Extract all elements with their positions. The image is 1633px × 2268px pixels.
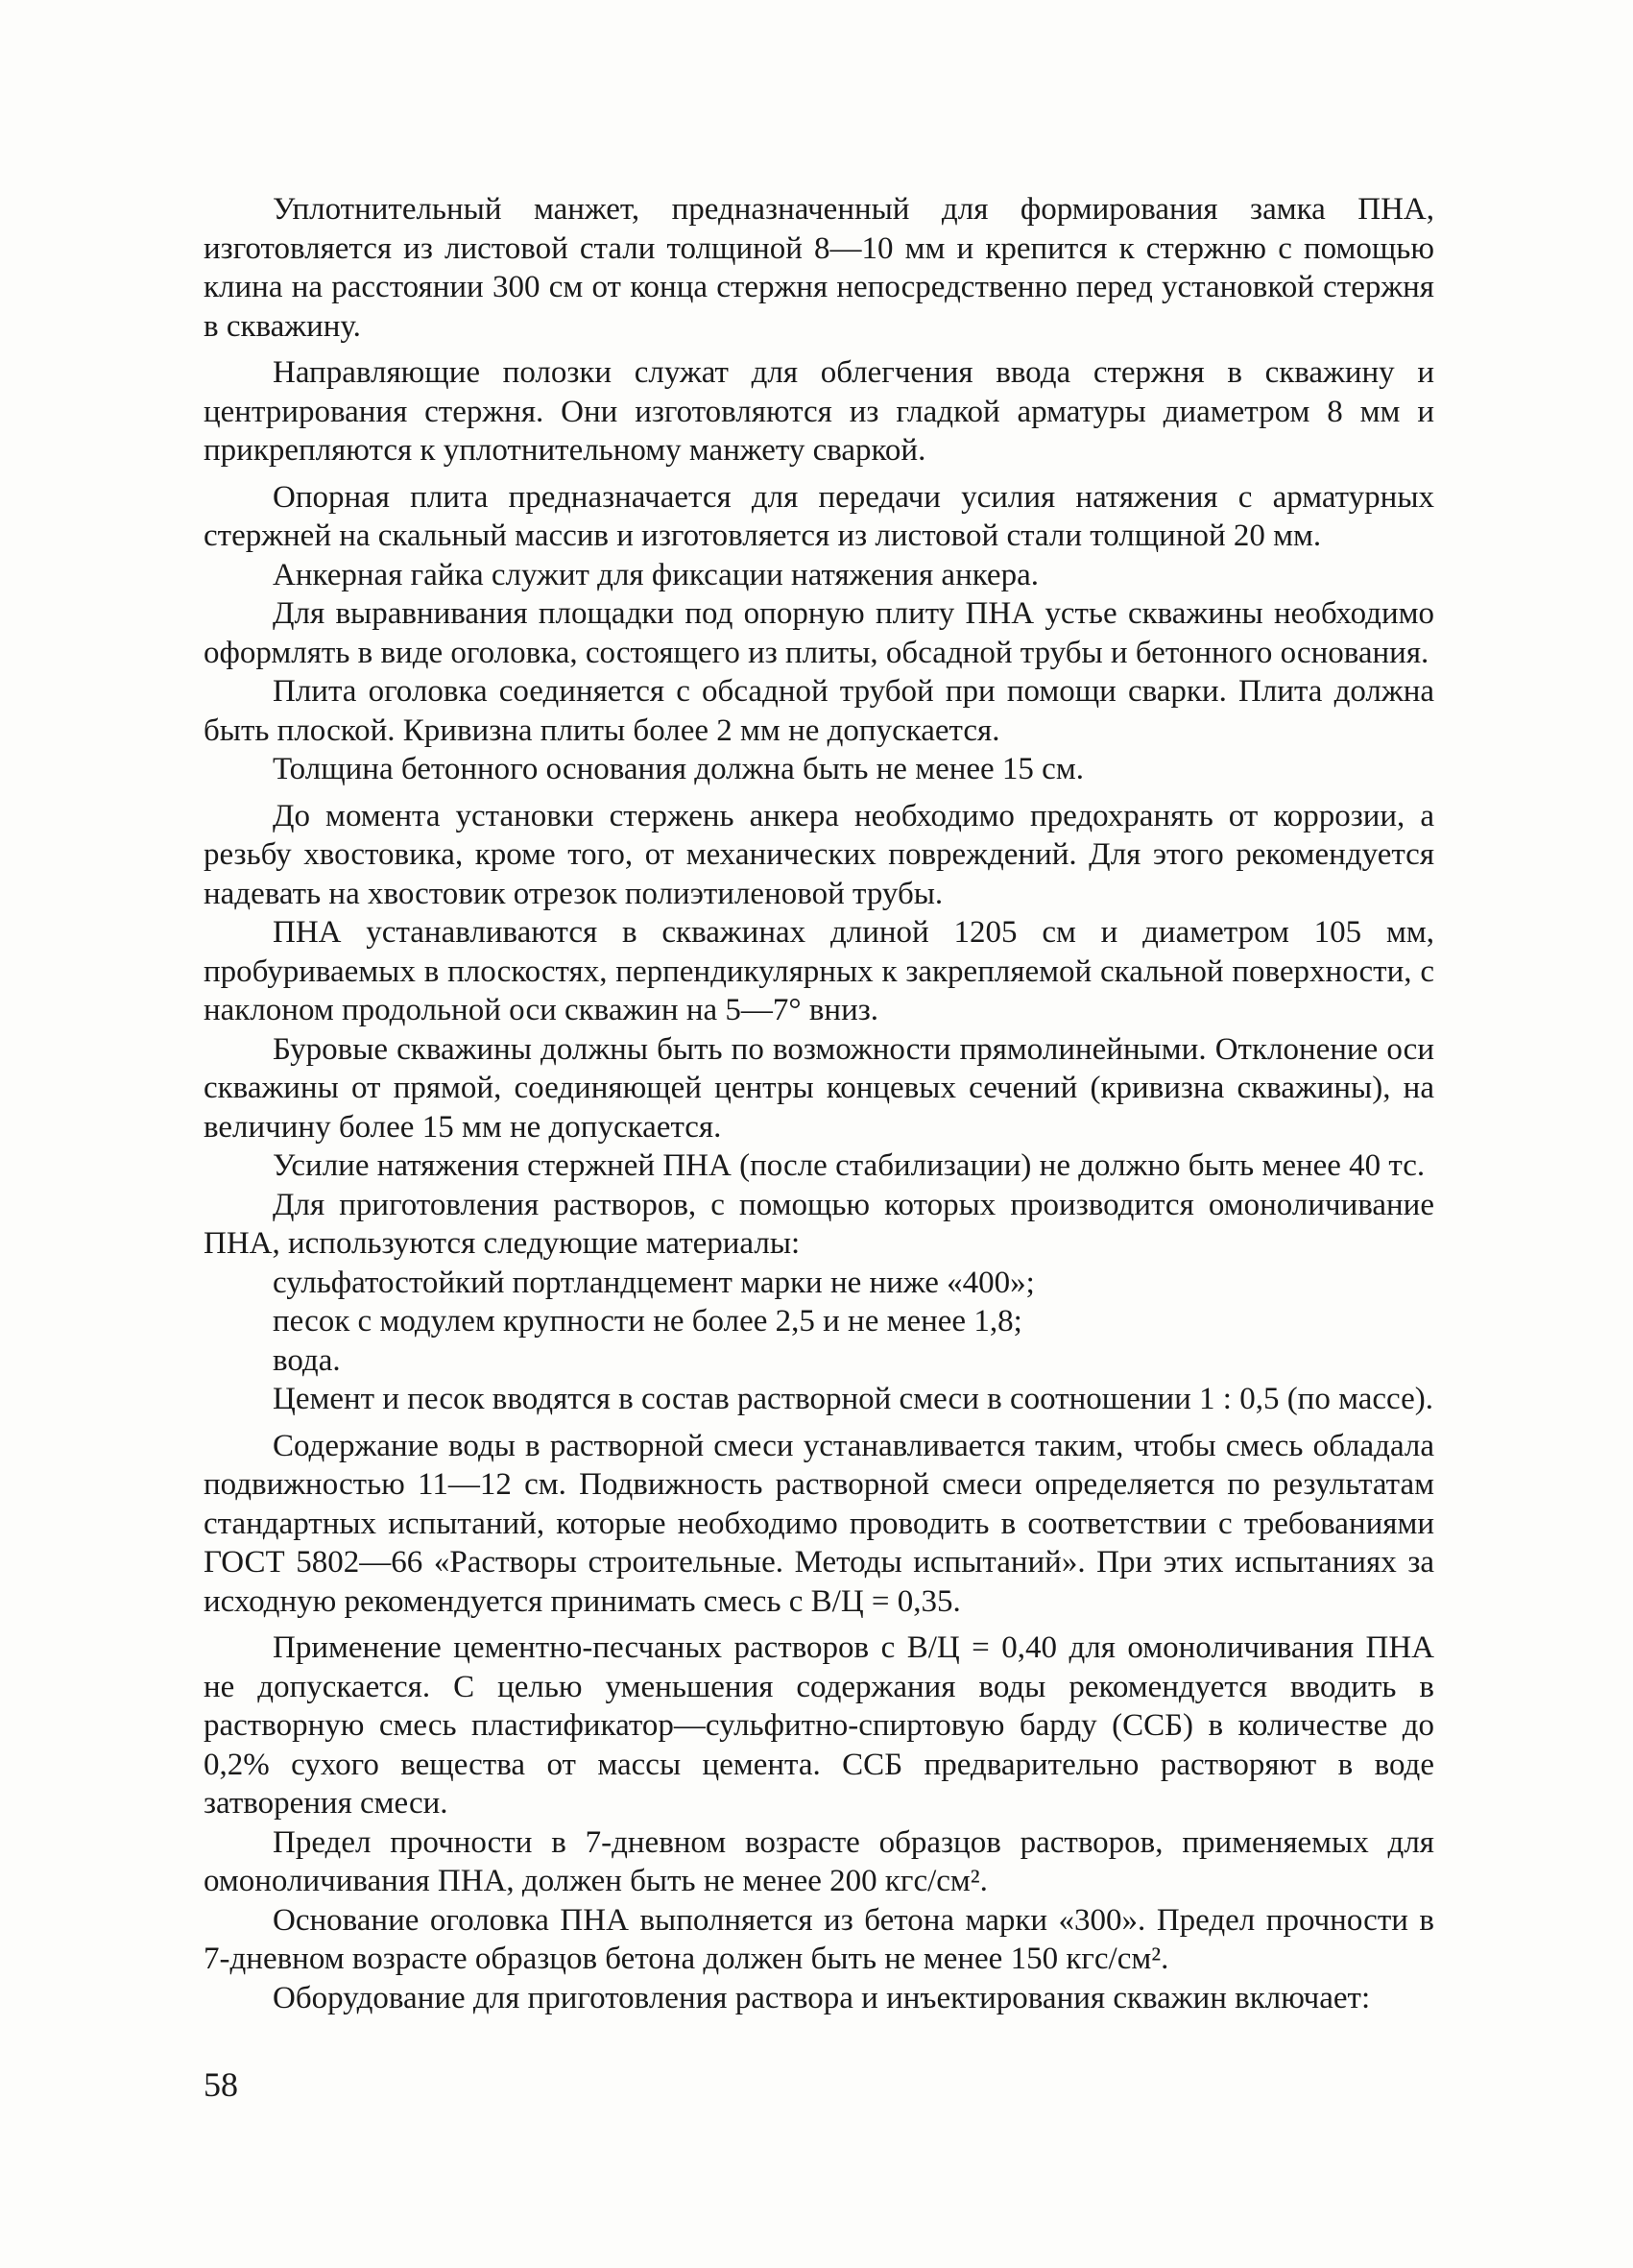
material-list-item: сульфатостойкий портландцемент марки не ниже «400»;	[273, 1265, 1035, 1300]
paragraph: Применение цементно-песчаных растворов с В/Ц = 0,40 для омоноличивания ПНА не допускается. С целью уменьшения содержания воды рекомендуется вводить в растворную смесь пластификатор—сульфитно-спиртовую барду (ССБ) в количестве до 0,2% сухого вещества от массы цемента. ССБ предварительно растворяют в воде затворения смеси.	[204, 1630, 1434, 1821]
paragraph: Буровые скважины должны быть по возможности прямолинейными. Отклонение оси скважины от прямой, соединяющей центры концевых сечений (кривизна скважины), на величину более 15 мм не допускается.	[204, 1031, 1434, 1145]
paragraph: ПНА устанавливаются в скважинах длиной 1205 см и диаметром 105 мм, пробуриваемых в плоскостях, перпендикулярных к закрепляемой скальной поверхности, с наклоном продольной оси скважин на 5—7° вниз.	[204, 915, 1434, 1027]
body-text	[204, 190, 1434, 2017]
paragraph: Содержание воды в растворной смеси устанавливается таким, чтобы смесь обладала подвижностью 11—12 см. Подвижность растворной смеси определяется по результатам стандартных испытаний, которые необходимо проводить в соответствии с требованиями ГОСТ 5802—66 «Растворы строительные. Методы испытаний». При этих испытаниях за исходную рекомендуется принимать смесь с В/Ц = 0,35.	[204, 1428, 1434, 1619]
paragraph: Направляющие полозки служат для облегчения ввода стержня в скважину и центрирования стержня. Они изготовляются из гладкой арматуры диаметром 8 мм и прикрепляются к уплотнительному манжету сваркой.	[204, 355, 1434, 468]
paragraph: Анкерная гайка служит для фиксации натяжения анкера.	[273, 557, 1039, 592]
paragraph: Основание оголовка ПНА выполняется из бетона марки «300». Предел прочности в 7-дневном возрасте образцов бетона должен быть не менее 150 кгс/см².	[204, 1902, 1434, 1976]
paragraph: Опорная плита предназначается для передачи усилия натяжения с арматурных стержней на скальный массив и изготовляется из листовой стали толщиной 20 мм.	[204, 479, 1434, 553]
paragraph: Оборудование для приготовления раствора и инъектирования скважин включает:	[273, 1980, 1371, 2015]
page-number: 58	[204, 2065, 238, 2104]
paragraph: Усилие натяжения стержней ПНА (после стабилизации) не должно быть менее 40 тс.	[273, 1148, 1426, 1183]
paragraph: Толщина бетонного основания должна быть не менее 15 см.	[273, 752, 1084, 786]
paragraph: Для выравнивания площадки под опорную плиту ПНА устье скважины необходимо оформлять в виде оголовка, состоящего из плиты, обсадной трубы и бетонного основания.	[204, 596, 1434, 670]
paragraph: До момента установки стержень анкера необходимо предохранять от коррозии, а резьбу хвостовика, кроме того, от механических повреждений. Для этого рекомендуется надевать на хвостовик отрезок полиэтиленовой трубы.	[204, 798, 1434, 911]
material-list-item: вода.	[273, 1342, 341, 1378]
paragraph: Предел прочности в 7-дневном возрасте образцов растворов, применяемых для омоноличивания ПНА, должен быть не менее 200 кгс/см².	[204, 1824, 1434, 1898]
material-list-item: песок с модулем крупности не более 2,5 и не менее 1,8;	[273, 1304, 1022, 1339]
paragraph: Цемент и песок вводятся в состав растворной смеси в соотношении 1 : 0,5 (по массе).	[273, 1382, 1433, 1416]
paragraph: Для приготовления растворов, с помощью которых производится омоноличивание ПНА, используются следующие материалы:	[204, 1187, 1434, 1261]
paragraph: Уплотнительный манжет, предназначенный для формирования замка ПНА, изготовляется из листовой стали толщиной 8—10 мм и крепится к стержню с помощью клина на расстоянии 300 см от конца стержня непосредственно перед установкой стержня в скважину.	[204, 192, 1434, 344]
paragraph: Плита оголовка соединяется с обсадной трубой при помощи сварки. Плита должна быть плоской. Кривизна плиты более 2 мм не допускается.	[204, 674, 1434, 748]
